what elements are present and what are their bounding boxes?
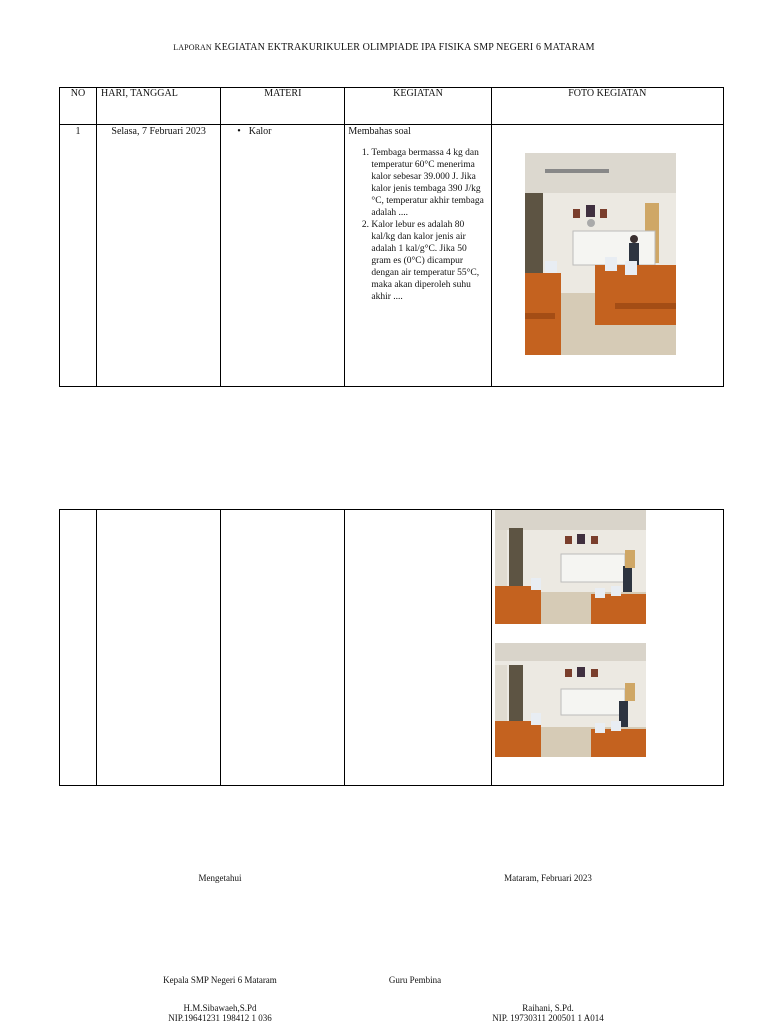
header-kegiatan: KEGIATAN bbox=[345, 88, 491, 125]
signature-right-nip: NIP. 19730311 200501 1 A014 bbox=[492, 1013, 604, 1023]
table-row bbox=[60, 510, 724, 786]
classroom-photo bbox=[495, 510, 646, 624]
empty-cell bbox=[221, 510, 345, 786]
report-title bbox=[0, 42, 768, 53]
row-materi bbox=[221, 125, 345, 387]
row-number: 1 bbox=[60, 125, 97, 387]
signature-left bbox=[150, 1003, 290, 1023]
row-date: Selasa, 7 Februari 2023 bbox=[97, 125, 221, 387]
title-main: KEGIATAN EKTRAKURIKULER OLIMPIADE IPA FISIKA SMP NEGERI 6 MATARAM bbox=[214, 42, 595, 53]
classroom-photo bbox=[525, 153, 676, 355]
classroom-photo bbox=[495, 643, 646, 757]
header-materi: MATERI bbox=[221, 88, 345, 125]
signature-known: Mengetahui bbox=[198, 873, 242, 883]
materi-item: • Kalor bbox=[251, 126, 344, 137]
signature-right-name: Raihani, S.Pd. bbox=[522, 1003, 574, 1013]
empty-cell bbox=[97, 510, 221, 786]
signature-left-role: Kepala SMP Negeri 6 Mataram bbox=[163, 975, 277, 985]
empty-cell bbox=[345, 510, 491, 786]
row-photo-cell bbox=[491, 510, 723, 786]
title-prefix: LAPORAN bbox=[173, 43, 212, 52]
table-header-row bbox=[60, 88, 724, 125]
row-kegiatan bbox=[345, 125, 491, 387]
activity-table bbox=[59, 87, 724, 387]
header-date: HARI, TANGGAL bbox=[97, 88, 221, 125]
signature-place-date: Mataram, Februari 2023 bbox=[504, 873, 592, 883]
row-photo-cell bbox=[491, 125, 723, 387]
signature-left-nip: NIP.19641231 198412 1 036 bbox=[168, 1013, 272, 1023]
signature-right-role: Guru Pembina bbox=[388, 975, 442, 985]
question-item: 1. Tembaga bermassa 4 kg dan temperatur 60°C menerima kalor sebesar 39.000 J. Jika kalor jenis tembaga 390 J/kg °C, temperatur akhir tembaga adalah .... bbox=[371, 147, 487, 219]
header-foto: FOTO KEGIATAN bbox=[491, 88, 723, 125]
empty-cell bbox=[60, 510, 97, 786]
kegiatan-title: Membahas soal bbox=[348, 126, 411, 137]
signature-left-name: H.M.Sibawaeh,S.Pd bbox=[183, 1003, 257, 1013]
question-list bbox=[348, 147, 487, 303]
photo-table bbox=[59, 509, 724, 786]
signature-right bbox=[478, 1003, 618, 1023]
question-item: 2. Kalor lebur es adalah 80 kal/kg dan kalor jenis air adalah 1 kal/g°C. Jika 50 gram es (0°C) dicampur dengan air temperatur 55°C, maka akan diperoleh suhu akhir .... bbox=[371, 219, 487, 303]
table-row bbox=[60, 125, 724, 387]
header-no: NO bbox=[60, 88, 97, 125]
